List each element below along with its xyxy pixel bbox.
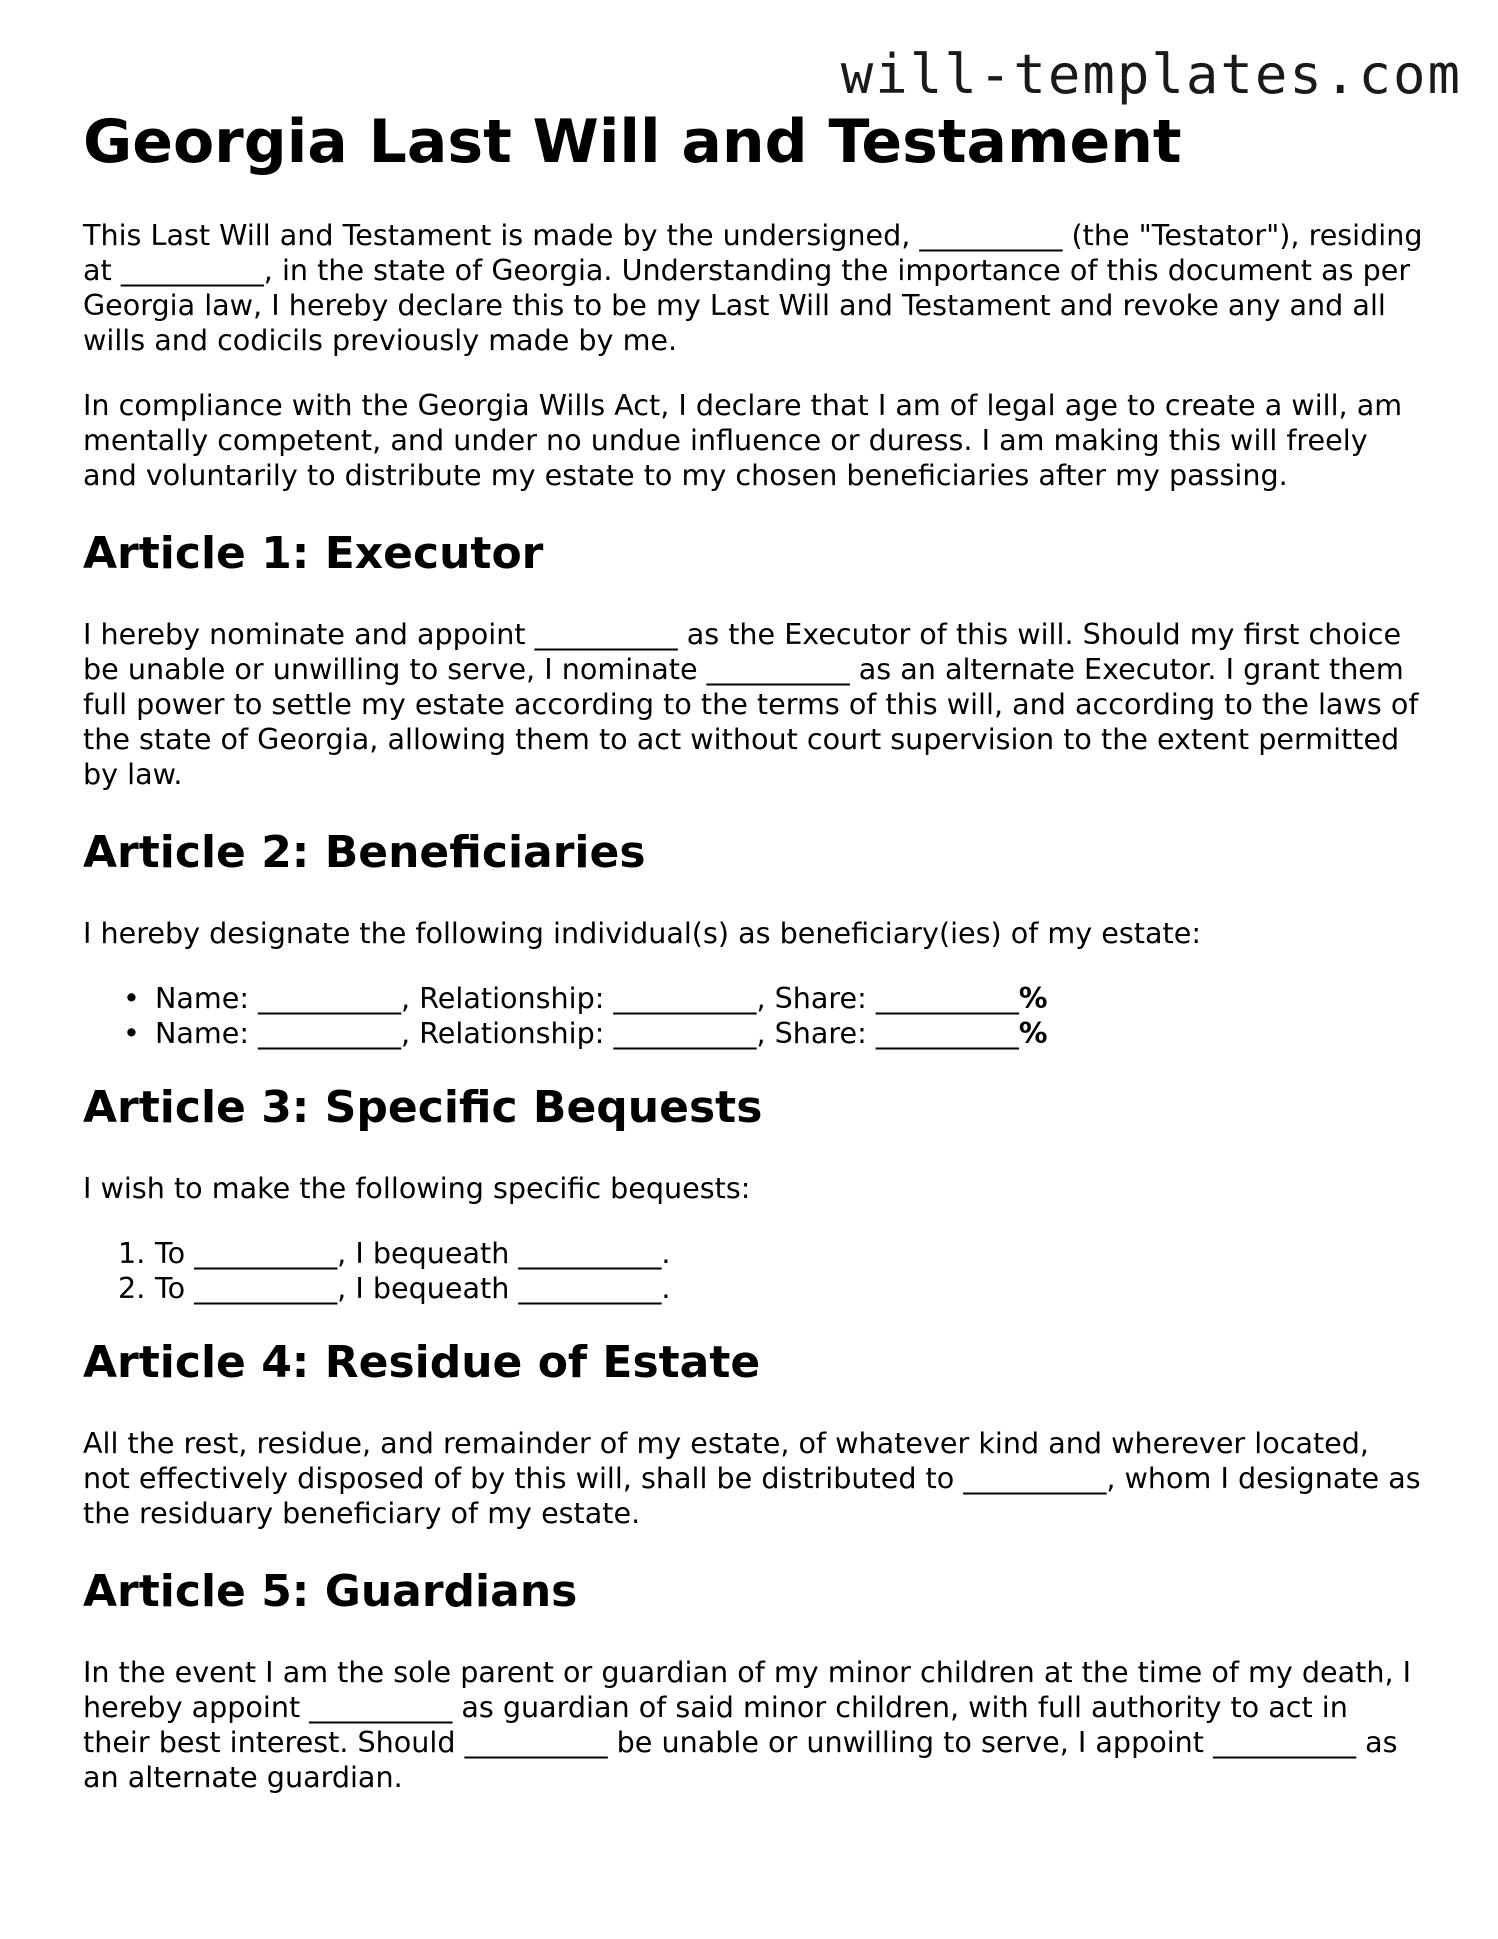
article-4-heading: Article 4: Residue of Estate [83, 1337, 761, 1388]
article-3-heading: Article 3: Specific Bequests [83, 1082, 763, 1133]
article-1-heading: Article 1: Executor [83, 528, 544, 579]
beneficiary-line: Name: __________, Relationship: __________, Share: __________ [155, 981, 1019, 1015]
list-number: 1. [118, 1236, 146, 1270]
list-item [83, 981, 1423, 1016]
list-item [83, 1016, 1423, 1051]
bequest-line: To __________, I bequeath __________. [155, 1236, 671, 1270]
list-number: 2. [118, 1271, 146, 1305]
article-3-text: I wish to make the following specific bequests: [83, 1171, 751, 1205]
beneficiary-list [83, 981, 1423, 1051]
percent-sign: % [1018, 1016, 1048, 1050]
bequest-list [83, 1236, 1423, 1306]
document-title: Georgia Last Will and Testament [83, 107, 1182, 177]
watermark: will-templates.com [840, 43, 1462, 106]
article-4-text: All the rest, residue, and remainder of my estate, of whatever kind and wherever located, not effectively disposed of by this will, shall be distributed to __________, whom I designate as the residuary beneficiary of my estate. [83, 1426, 1421, 1530]
article-5-heading: Article 5: Guardians [83, 1566, 578, 1617]
bequest-line: To __________, I bequeath __________. [155, 1271, 671, 1305]
article-1-text: I hereby nominate and appoint __________ as the Executor of this will. Should my first choice be unable or unwilling to serve, I nominate __________ as an alternate Executor. I grant them full power to settle my estate according to the terms of this will, and according to the laws of the state of Georgia, allowing them to act without court supervision to the extent permitted by law. [83, 617, 1419, 791]
list-item [83, 1236, 1423, 1271]
article-2-heading: Article 2: Beneficiaries [83, 827, 646, 878]
intro-paragraph-1: This Last Will and Testament is made by the undersigned, __________ (the "Testator"), residing at __________, in the state of Georgia. Understanding the importance of this document as per Georgia law, I hereby declare this to be my Last Will and Testament and revoke any and all wills and codicils previously made by me. [83, 218, 1423, 357]
percent-sign: % [1018, 981, 1048, 1015]
document-page [83, 106, 1423, 1825]
beneficiary-line: Name: __________, Relationship: __________, Share: __________ [155, 1016, 1019, 1050]
article-2-text: I hereby designate the following individual(s) as beneficiary(ies) of my estate: [83, 916, 1201, 950]
intro-paragraph-2: In compliance with the Georgia Wills Act, I declare that I am of legal age to create a will, am mentally competent, and under no undue influence or duress. I am making this will freely and voluntarily to distribute my estate to my chosen beneficiaries after my passing. [83, 388, 1403, 492]
list-item [83, 1271, 1423, 1306]
article-5-text: In the event I am the sole parent or guardian of my minor children at the time of my death, I hereby appoint __________ as guardian of said minor children, with full authority to act in their best interest. Should __________ be unable or unwilling to serve, I appoint __________ as an alternate guardian. [83, 1655, 1412, 1794]
